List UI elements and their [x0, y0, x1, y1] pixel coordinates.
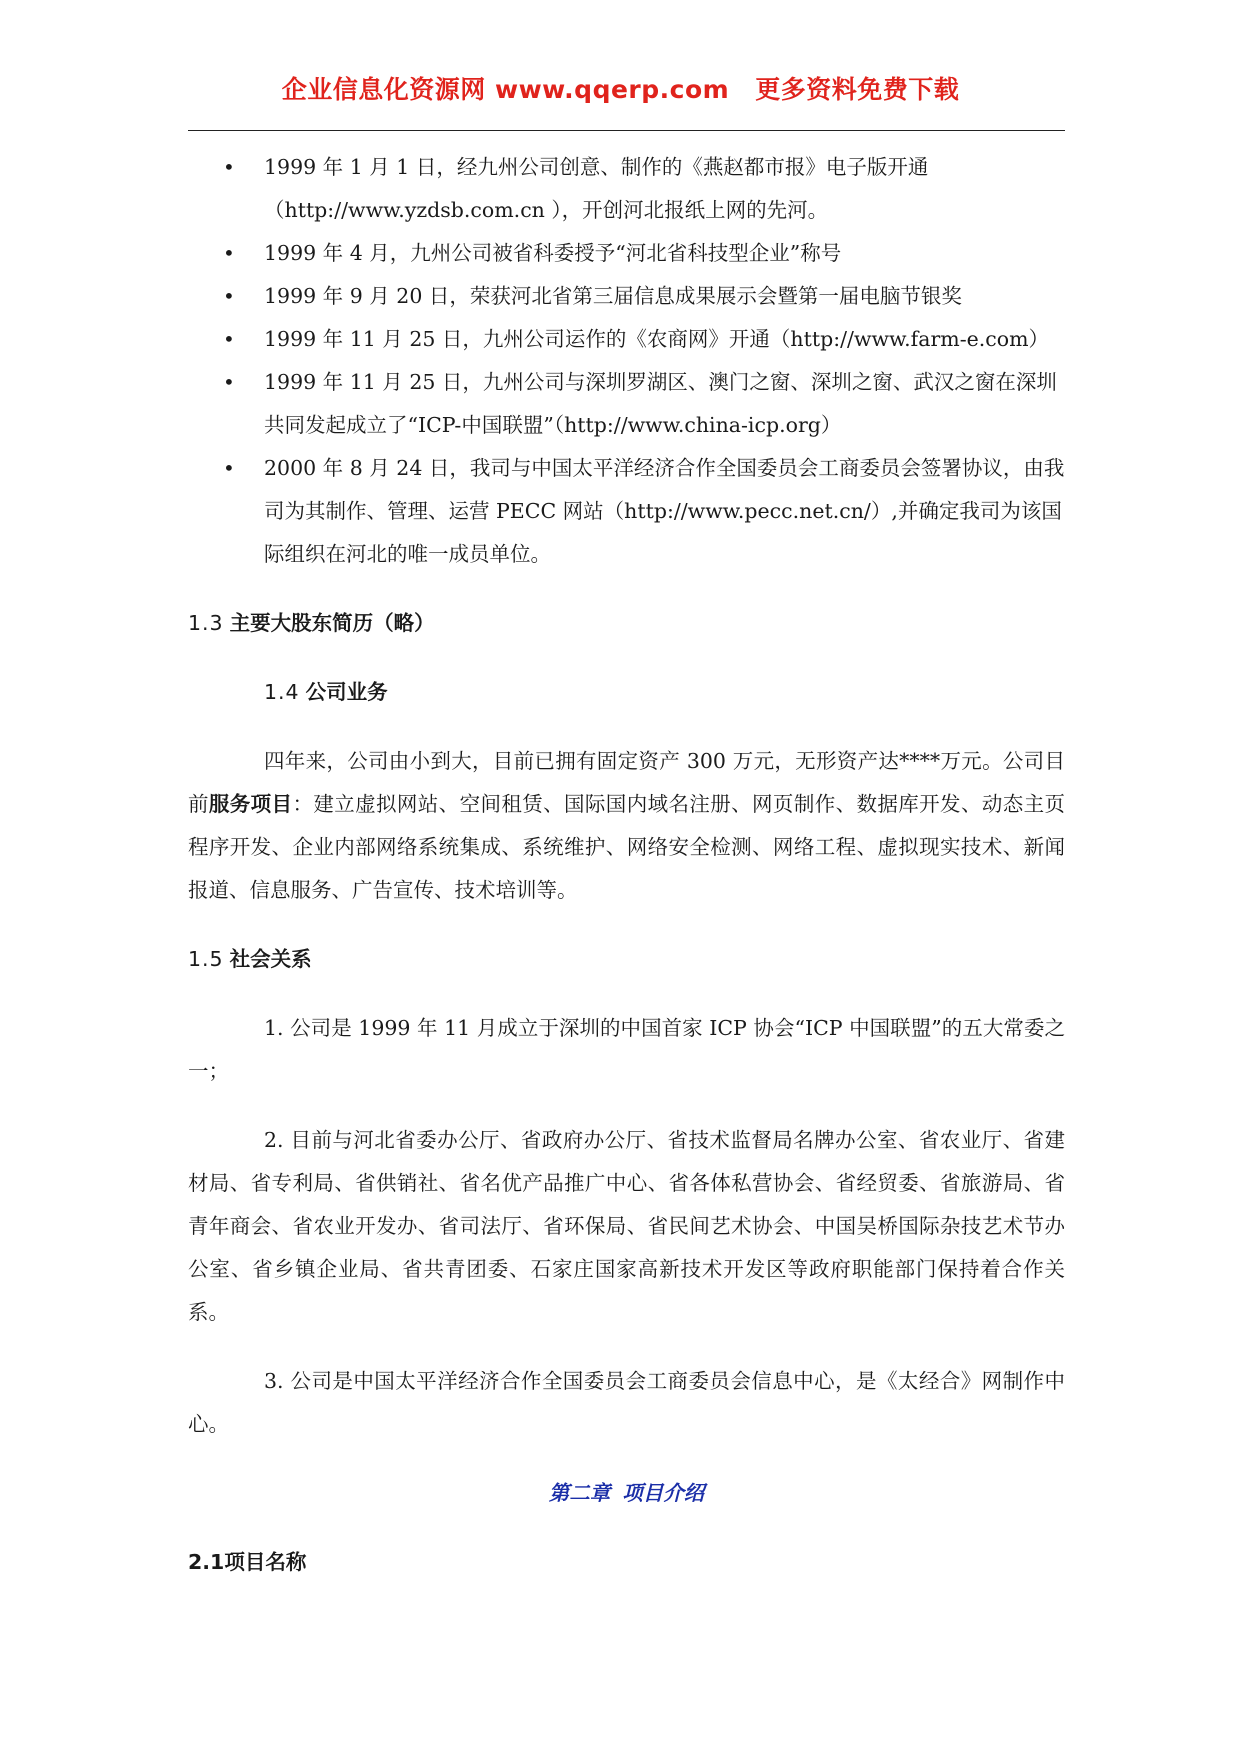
- relation-paragraph-2: 2. 目前与河北省委办公厅、省政府办公厅、省技术监督局名牌办公室、省农业厅、省建材局、省专利局、省供销社、省名优产品推广中心、省各体私营协会、省经贸委、省旅游局、省青年商会、省农业开发办、省司法厅、省环保局、省民间艺术协会、中国吴桥国际杂技艺术节办公室、省乡镇企业局、省共青团委、石家庄国家高新技术开发区等政府职能部门保持着合作关系。: [188, 1128, 1065, 1324]
- bullet-icon: •: [223, 456, 235, 480]
- milestone-text: 1999 年 9 月 20 日，荣获河北省第三届信息成果展示会暨第一届电脑节银奖: [264, 284, 962, 308]
- bullet-icon: •: [223, 327, 235, 351]
- relation-paragraph-3: 3. 公司是中国太平洋经济合作全国委员会工商委员会信息中心，是《太经合》网制作中心。: [188, 1369, 1065, 1436]
- bullet-icon: •: [223, 370, 235, 394]
- header-tagline: 更多资料免费下载: [755, 75, 960, 104]
- page-header: [0, 70, 1241, 106]
- bullet-icon: •: [223, 155, 235, 179]
- list-item: [188, 275, 1065, 318]
- relation-paragraph-1: 1. 公司是 1999 年 11 月成立于深圳的中国首家 ICP 协会“ICP 中国联盟”的五大常委之一；: [188, 1016, 1065, 1083]
- list-item: [188, 447, 1065, 576]
- section-heading-1-4: 1.4 公司业务: [264, 680, 388, 704]
- document-body: [188, 146, 1065, 1584]
- business-paragraph: 四年来，公司由小到大，目前已拥有固定资产 300 万元，无形资产达****万元。公司目前服务项目：建立虚拟网站、空间租赁、国际国内域名注册、网页制作、数据库开发、动态主页程序开发、企业内部网络系统集成、系统维护、网络安全检测、网络工程、虚拟现实技术、新闻报道、信息服务、广告宣传、技术培训等。: [188, 749, 1065, 902]
- bullet-icon: •: [223, 241, 235, 265]
- milestone-list: [188, 146, 1065, 576]
- service-items-label: 服务项目: [208, 792, 293, 816]
- header-site-name: 企业信息化资源网 www.qqerp.com: [281, 75, 730, 104]
- chapter-title: 第二章 项目介绍: [548, 1481, 705, 1505]
- header-divider: [188, 130, 1065, 131]
- bullet-icon: •: [223, 284, 235, 308]
- milestone-text: 1999 年 11 月 25 日，九州公司运作的《农商网》开通（http://www.farm-e.com）: [264, 327, 1050, 351]
- list-item: [188, 146, 1065, 232]
- section-heading-2-1: 2.1项目名称: [188, 1550, 307, 1574]
- milestone-text: 1999 年 1 月 1 日，经九州公司创意、制作的《燕赵都市报》电子版开通（http://www.yzdsb.com.cn ），开创河北报纸上网的先河。: [264, 155, 929, 222]
- milestone-text: 1999 年 4 月，九州公司被省科委授予“河北省科技型企业”称号: [264, 241, 842, 265]
- milestone-text: 2000 年 8 月 24 日，我司与中国太平洋经济合作全国委员会工商委员会签署协议，由我司为其制作、管理、运营 PECC 网站（http://www.pecc.net.cn/）,并确定我司为该国际组织在河北的唯一成员单位。: [264, 456, 1065, 566]
- milestone-text: 1999 年 11 月 25 日，九州公司与深圳罗湖区、澳门之窗、深圳之窗、武汉之窗在深圳共同发起成立了“ICP-中国联盟”（http://www.china-icp.org）: [264, 370, 1057, 437]
- section-heading-1-3: 1.3 主要大股东简历（略）: [188, 611, 435, 635]
- list-item: [188, 318, 1065, 361]
- list-item: [188, 232, 1065, 275]
- section-heading-1-5: 1.5 社会关系: [188, 947, 312, 971]
- list-item: [188, 361, 1065, 447]
